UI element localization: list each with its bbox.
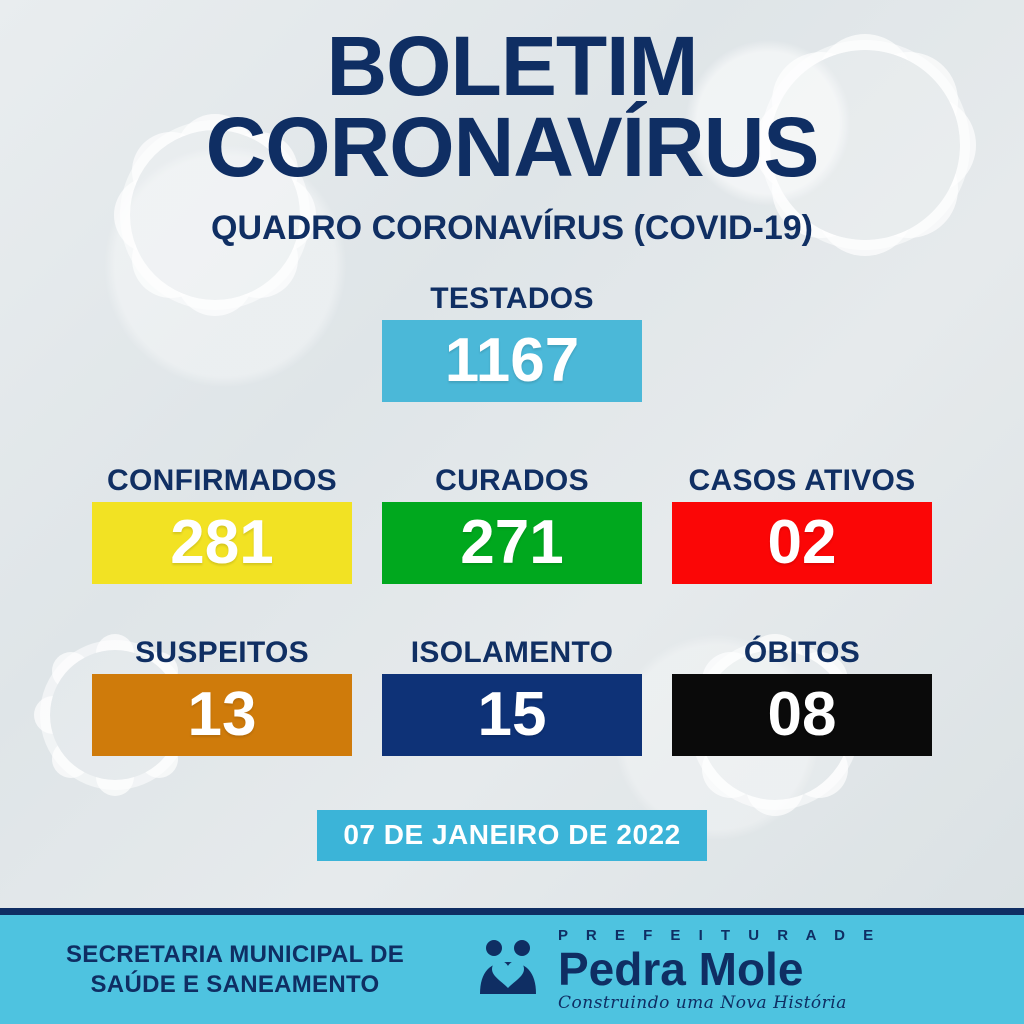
stat-tested-value: 1167: [382, 320, 642, 402]
stat-tested: [0, 282, 1024, 402]
stat-deaths-value: 08: [672, 674, 932, 756]
bulletin-date: [0, 810, 1024, 861]
logo-prefix: P R E F E I T U R A D E: [558, 926, 881, 944]
city-hall-logo: [470, 928, 880, 1012]
stat-suspected: [92, 636, 352, 756]
stat-tested-label: TESTADOS: [430, 282, 594, 316]
poster-title-line1: BOLETIM: [326, 19, 698, 113]
stat-confirmed-label: CONFIRMADOS: [107, 464, 337, 498]
stat-active-value: 02: [672, 502, 932, 584]
logo-slogan: Construindo uma Nova História: [558, 992, 847, 1013]
heart-people-icon: [470, 932, 546, 1008]
stat-active-label: CASOS ATIVOS: [688, 464, 916, 498]
stat-active: [672, 464, 932, 584]
footer-department-line1: SECRETARIA MUNICIPAL DE: [65, 941, 405, 969]
footer-department-line2: SAÚDE E SANEAMENTO: [90, 970, 380, 998]
stat-deaths: [672, 636, 932, 756]
poster-footer: [0, 908, 1024, 1024]
stat-isolation: [382, 636, 642, 756]
stat-isolation-value: 15: [382, 674, 642, 756]
logo-city-name: Pedra Mole: [558, 942, 804, 995]
stat-cured-value: 271: [382, 502, 642, 584]
bulletin-date-badge: 07 DE JANEIRO DE 2022: [317, 810, 706, 861]
stat-isolation-label: ISOLAMENTO: [410, 636, 614, 670]
footer-department: [0, 940, 470, 999]
stat-suspected-label: SUSPEITOS: [135, 636, 309, 670]
stat-confirmed-value: 281: [92, 502, 352, 584]
stats-row-secondary: [0, 636, 1024, 756]
stats-row-primary: [0, 464, 1024, 584]
stat-cured-label: CURADOS: [435, 464, 589, 498]
poster-title-line2: CORONAVÍRUS: [205, 99, 819, 194]
stat-suspected-value: 13: [92, 674, 352, 756]
poster-subtitle: QUADRO CORONAVÍRUS (COVID-19): [211, 209, 813, 248]
city-hall-logo-text: [558, 928, 880, 1012]
stat-deaths-label: ÓBITOS: [743, 636, 861, 670]
stat-confirmed: [92, 464, 352, 584]
stat-cured: [382, 464, 642, 584]
